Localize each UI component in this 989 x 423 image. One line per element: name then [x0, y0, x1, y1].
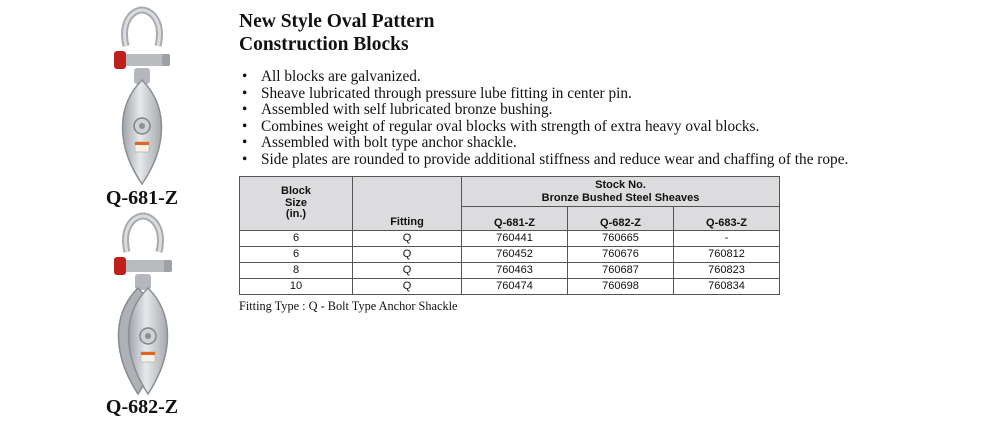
cell-q683: - [674, 231, 780, 247]
table-row [240, 231, 780, 247]
cell-q681: 760474 [462, 279, 568, 295]
header-stock-no: Stock No. Bronze Bushed Steel Sheaves [462, 177, 780, 207]
cell-q681: 760463 [462, 263, 568, 279]
header-fitting: Fitting [353, 177, 462, 231]
product-images [0, 0, 232, 423]
single-sheave-block-image [100, 6, 184, 188]
cell-fitting: Q [353, 231, 462, 247]
cell-q682: 760698 [568, 279, 674, 295]
cell-size: 6 [240, 247, 353, 263]
cell-fitting: Q [353, 247, 462, 263]
feature-item: • Assembled with self lubricated bronze bushing. [242, 101, 553, 119]
cell-q681: 760441 [462, 231, 568, 247]
page-title [239, 10, 435, 56]
bullet-icon: • [242, 101, 248, 119]
table-row [240, 263, 780, 279]
feature-item: • Assembled with bolt type anchor shackle. [242, 134, 517, 152]
header-q-683-z: Q-683-Z [674, 207, 780, 231]
caption-q-681-z: Q-681-Z [105, 187, 179, 209]
bullet-icon: • [242, 134, 248, 152]
table-row [240, 247, 780, 263]
caption-q-682-z: Q-682-Z [105, 396, 179, 418]
bullet-icon: • [242, 117, 248, 135]
feature-item: • Sheave lubricated through pressure lube fitting in center pin. [242, 84, 632, 102]
cell-size: 6 [240, 231, 353, 247]
title-line-1: New Style Oval Pattern [239, 11, 435, 32]
table-row [240, 279, 780, 295]
cell-q683: 760834 [674, 279, 780, 295]
header-block-size: Block Size (in.) [240, 177, 353, 231]
cell-q683: 760823 [674, 263, 780, 279]
cell-fitting: Q [353, 279, 462, 295]
header-q-682-z: Q-682-Z [568, 207, 674, 231]
feature-list [239, 69, 848, 169]
cell-fitting: Q [353, 263, 462, 279]
double-sheave-block-image [98, 212, 188, 398]
fitting-type-footnote: Fitting Type : Q - Bolt Type Anchor Shackle [239, 299, 458, 313]
cell-q682: 760687 [568, 263, 674, 279]
feature-item: • All blocks are galvanized. [242, 68, 421, 85]
feature-item: • Side plates are rounded to provide additional stiffness and reduce wear and chaffing of the rope. [242, 150, 849, 168]
cell-q682: 760676 [568, 247, 674, 263]
bullet-icon: • [242, 68, 248, 85]
cell-q681: 760452 [462, 247, 568, 263]
cell-q683: 760812 [674, 247, 780, 263]
cell-size: 8 [240, 263, 353, 279]
feature-item: • Combines weight of regular oval blocks with strength of extra heavy oval blocks. [242, 117, 760, 135]
bullet-icon: • [242, 150, 248, 168]
cell-q682: 760665 [568, 231, 674, 247]
cell-size: 10 [240, 279, 353, 295]
stock-number-table [239, 176, 780, 295]
header-q-681-z: Q-681-Z [462, 207, 568, 231]
bullet-icon: • [242, 84, 248, 102]
title-line-2: Construction Blocks [239, 34, 409, 55]
